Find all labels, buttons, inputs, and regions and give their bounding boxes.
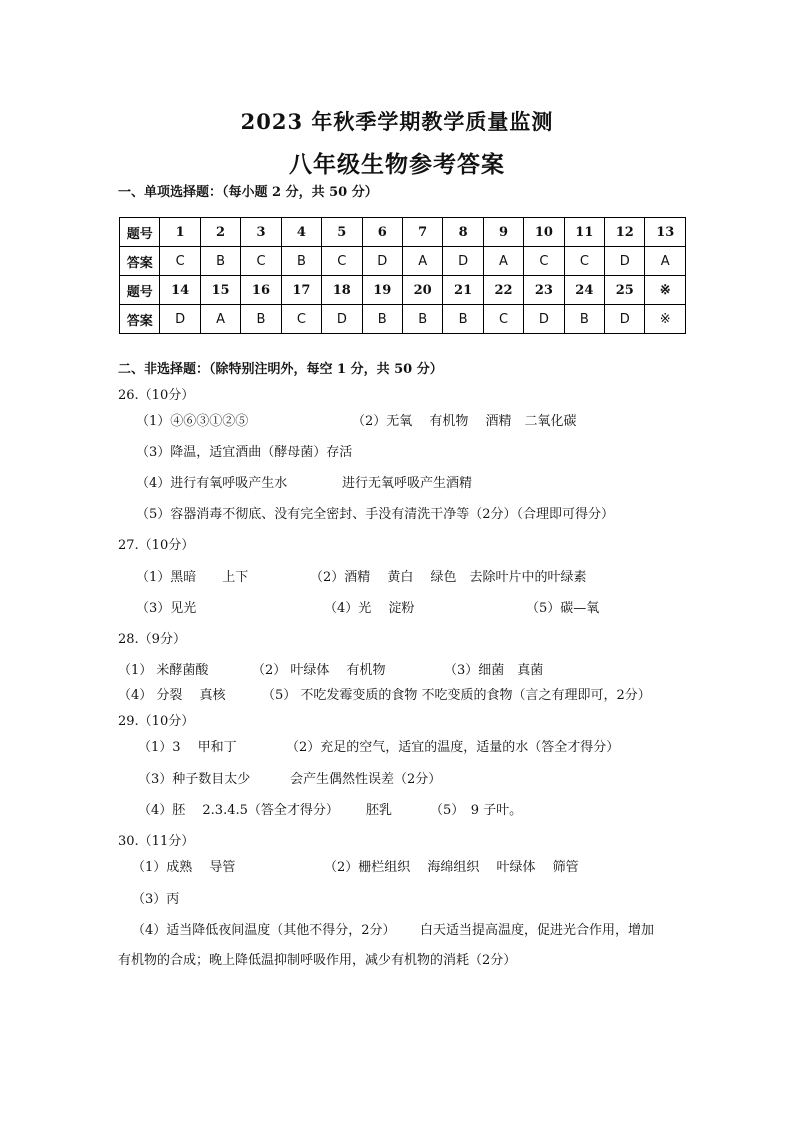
table-cell: 19 [362, 276, 402, 305]
q29-answer-1: （1）3 甲和丁 [138, 740, 237, 755]
table-cell: 10 [524, 218, 564, 247]
q29-line3 [138, 799, 694, 817]
q29-answer-2: （2）充足的空气，适宜的温度，适量的水（答全才得分） [286, 740, 620, 755]
q26-answer-3: （3）降温，适宜酒曲（酵母菌）存活 [136, 445, 353, 460]
row-label: 答案 [120, 305, 160, 334]
table-cell: D [443, 247, 483, 276]
table-cell: 24 [564, 276, 604, 305]
q30-answer-1: （1）成熟 导管 [132, 860, 236, 875]
q27-line1 [136, 566, 696, 584]
q29-line1 [138, 736, 694, 754]
page-title: 2023 年秋季学期教学质量监测 [240, 109, 554, 134]
q29-answer-3: （3）种子数目太少 [138, 772, 251, 787]
table-cell: 13 [645, 218, 686, 247]
q29-answer-4: （4）胚 2.3.4.5（答全才得分） [138, 803, 339, 818]
table-cell: 18 [322, 276, 362, 305]
table-cell: 14 [160, 276, 200, 305]
row-label: 题号 [120, 218, 160, 247]
row-label: 答案 [120, 247, 160, 276]
table-cell: B [443, 305, 483, 334]
table-cell: 1 [160, 218, 200, 247]
table-cell: 15 [200, 276, 240, 305]
q30-title: 30.（11分） [118, 834, 195, 849]
q30-answer-4c: 有机物的合成；晚上降低温抑制呼吸作用，减少有机物的消耗（2分） [118, 953, 517, 968]
table-cell: 8 [443, 218, 483, 247]
table-cell: C [241, 247, 281, 276]
table-cell: ※ [645, 305, 686, 334]
q28-answer-3: （3）细菌 真菌 [444, 663, 544, 678]
table-cell: 3 [241, 218, 281, 247]
section2-heading: 二、非选择题：（除特别注明外，每空 1 分，共 50 分） [118, 362, 443, 377]
q30-answer-4b: 白天适当提高温度，促进光合作用，增加 [420, 923, 655, 938]
page-subtitle: 八年级生物参考答案 [289, 151, 505, 178]
q27-answer-1: （1）黑暗 上下 [136, 570, 249, 585]
q26-line3 [136, 472, 696, 490]
table-cell: D [524, 305, 564, 334]
q29-answer-5: （5） 9 子叶。 [430, 803, 523, 818]
table-cell: C [160, 247, 200, 276]
table-cell: B [362, 305, 402, 334]
table-cell: 7 [402, 218, 442, 247]
q26-answer-4a: （4）进行有氧呼吸产生水 [136, 476, 288, 491]
section1-heading: 一、单项选择题：（每小题 2 分，共 50 分） [118, 185, 378, 200]
table-cell: B [200, 247, 240, 276]
table-cell: C [564, 247, 604, 276]
table-cell: C [483, 305, 523, 334]
q30-line1 [132, 856, 694, 874]
table-row [120, 276, 686, 305]
table-cell: 25 [605, 276, 645, 305]
q26-answer-2: （2）无氧 有机物 酒精 二氧化碳 [352, 414, 577, 429]
table-cell: D [605, 305, 645, 334]
table-cell: B [564, 305, 604, 334]
q30-answer-4a: （4）适当降低夜间温度（其他不得分，2分） [132, 923, 396, 938]
table-cell: 16 [241, 276, 281, 305]
table-cell: C [322, 247, 362, 276]
table-cell: D [160, 305, 200, 334]
table-cell: C [524, 247, 564, 276]
q27-line2 [136, 597, 696, 615]
table-cell: A [200, 305, 240, 334]
table-cell: 12 [605, 218, 645, 247]
table-cell: 9 [483, 218, 523, 247]
q26-answer-1: （1）④⑥③①②⑤ [136, 414, 249, 429]
q27-answer-5: （5）碳—氧 [526, 601, 600, 616]
table-cell: 21 [443, 276, 483, 305]
q27-answer-3: （3）见光 [136, 601, 197, 616]
table-cell: 20 [402, 276, 442, 305]
q29-answer-3b: 会产生偶然性误差（2分） [290, 772, 442, 787]
row-label: 题号 [120, 276, 160, 305]
q26-line1 [136, 410, 696, 428]
q28-line2 [118, 684, 694, 702]
q27-answer-4: （4）光 淀粉 [324, 601, 415, 616]
q29-line2 [138, 768, 694, 786]
table-cell: A [645, 247, 686, 276]
q29-answer-4b: 胚乳 [366, 803, 393, 818]
table-cell: 6 [362, 218, 402, 247]
table-cell: 5 [322, 218, 362, 247]
table-cell: A [402, 247, 442, 276]
q26-answer-4b: 进行无氧呼吸产生酒精 [342, 476, 473, 491]
q27-title: 27.（10分） [118, 538, 195, 553]
table-row [120, 218, 686, 247]
q27-answer-2: （2）酒精 黄白 绿色 去除叶片中的叶绿素 [310, 570, 587, 585]
q26-title: 26.（10分） [118, 388, 195, 403]
table-cell: D [605, 247, 645, 276]
q30-answer-2: （2）栅栏组织 海绵组织 叶绿体 筛管 [324, 860, 579, 875]
table-cell: 11 [564, 218, 604, 247]
table-cell: 2 [200, 218, 240, 247]
table-cell: ※ [645, 276, 686, 305]
q28-answer-2: （2） 叶绿体 有机物 [252, 663, 386, 678]
table-cell: B [241, 305, 281, 334]
q28-answer-4: （4） 分裂 真核 [118, 688, 226, 703]
table-cell: B [281, 247, 321, 276]
table-cell: 23 [524, 276, 564, 305]
table-row [120, 247, 686, 276]
table-cell: 22 [483, 276, 523, 305]
q28-answer-1: （1） 米酵菌酸 [118, 663, 209, 678]
table-row [120, 305, 686, 334]
answer-table [119, 217, 686, 334]
q28-answer-5: （5） 不吃发霉变质的食物 不吃变质的食物（言之有理即可，2分） [262, 688, 651, 703]
table-cell: 17 [281, 276, 321, 305]
q26-answer-5: （5）容器消毒不彻底、没有完全密封、手没有清洗干净等（2分）（合理即可得分） [136, 507, 615, 522]
q28-title: 28.（9分） [118, 632, 186, 647]
q29-title: 29.（10分） [118, 714, 195, 729]
table-cell: C [281, 305, 321, 334]
table-cell: D [362, 247, 402, 276]
table-cell: B [402, 305, 442, 334]
q30-answer-3: （3）丙 [132, 892, 180, 907]
table-cell: A [483, 247, 523, 276]
table-cell: 4 [281, 218, 321, 247]
q30-line3 [132, 919, 694, 937]
q28-line1 [118, 659, 694, 677]
table-cell: D [322, 305, 362, 334]
